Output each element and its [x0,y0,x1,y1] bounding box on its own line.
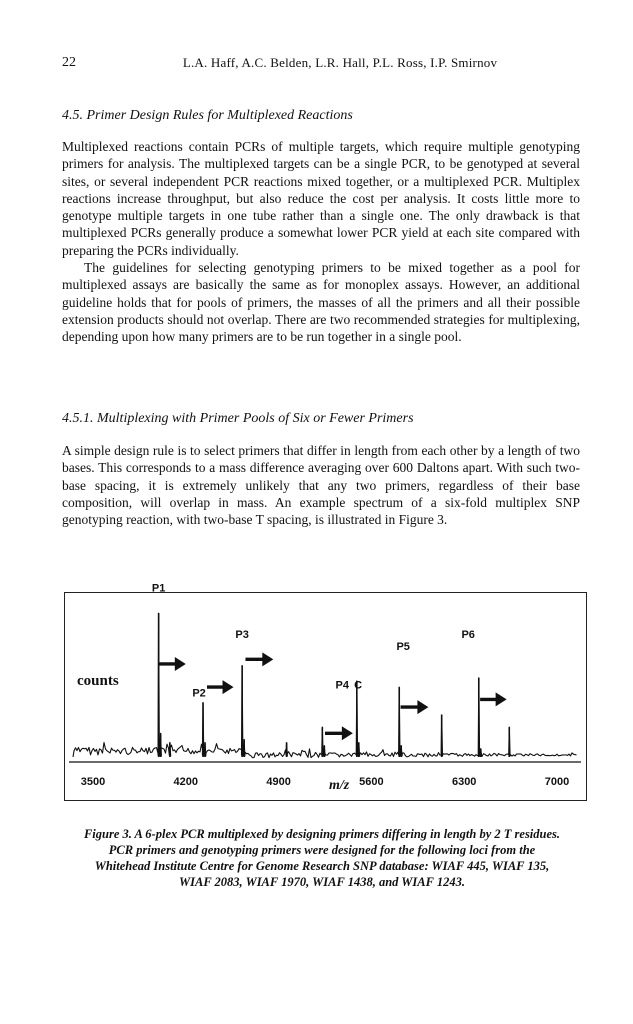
subsection-body [62,442,580,528]
arrow-head-icon [262,652,273,666]
x-tick-label: 4200 [173,776,199,788]
peak-label-p1: P1 [151,582,166,595]
peak-label-p5: P5 [396,641,410,654]
arrow-head-icon [417,700,428,714]
x-tick-label: 3500 [80,776,106,788]
figure-caption [62,826,582,890]
x-tick-label: 6300 [451,776,477,788]
paragraph: The guidelines for selecting genotyping primers to be mixed together as a pool for multiplexed assays are basically the same as for monoplex assays. However, an additional guideline holds that for pools of primers, the masses of all the primers and all their possible extension products should not overlap. There are two recommended strategies for multiplexing, depending upon how many primers are to be run together in a single pool. [62,260,580,345]
spectrum-chart [65,582,585,799]
peak-label-p4: P4 [335,679,349,692]
x-tick-label: 7000 [544,776,570,788]
subsection-heading: 4.5.1. Multiplexing with Primer Pools of Six or Fewer Primers [62,411,414,426]
arrow-head-icon [342,726,353,740]
x-tick-label: 4900 [266,776,291,788]
caption-line: WIAF 2083, WIAF 1970, WIAF 1438, and WIAF 1243. [179,875,465,889]
page-number: 22 [62,55,76,70]
peak-label-c: C [354,679,363,692]
peak-label-p6: P6 [461,628,475,641]
peak-label-p3: P3 [235,628,249,641]
arrow-head-icon [223,680,234,694]
section-heading: 4.5. Primer Design Rules for Multiplexed Reactions [62,108,353,123]
arrow-head-icon [496,692,507,706]
x-tick-label: 5600 [359,776,384,788]
caption-line: PCR primers and genotyping primers were designed for the following loci from the [108,843,536,857]
paragraph: A simple design rule is to select primers that differ in length from each other by a length of two bases. This corresponds to a mass difference averaging over 600 Daltons apart. With such two-base spacing, it is extremely unlikely that any two primers, regardless of their base composition, will overlap in mass. An example spectrum of a six-fold multiplex SNP genotyping reaction, with two-base T spacing, is illustrated in Figure 3. [62,443,580,528]
x-axis-label: m/z [329,778,350,793]
section-body [62,138,580,346]
caption-line: Figure 3. A 6-plex PCR multiplexed by designing primers differing in length by 2 T residues. [83,827,561,841]
arrow-head-icon [175,657,186,671]
paragraph: Multiplexed reactions contain PCRs of multiple targets, which require multiple genotyping primers for analysis. The multiplexed targets can be a single PCR, to be genotyped at several sites, or several independent PCR reactions mixed together, or a multiplexed PCR. Multiplex reactions increase throughput, but also reduce the cost per analysis. It costs little more to genotype multiple targets in one tube rather than a single one. The only drawback is that multiplexed PCRs generally produce a somewhat lower PCR yield at each site compared with preparing the PCRs individually. [62,139,580,258]
figure-3-spectrum [64,582,587,801]
running-head: L.A. Haff, A.C. Belden, L.R. Hall, P.L. Ross, I.P. Smirnov [182,55,498,70]
spectrum-trace [73,613,577,758]
caption-line: Whitehead Institute Centre for Genome Research SNP database: WIAF 445, WIAF 135, [94,859,550,873]
y-axis-label: counts [77,673,119,689]
peak-label-p2: P2 [192,687,206,700]
